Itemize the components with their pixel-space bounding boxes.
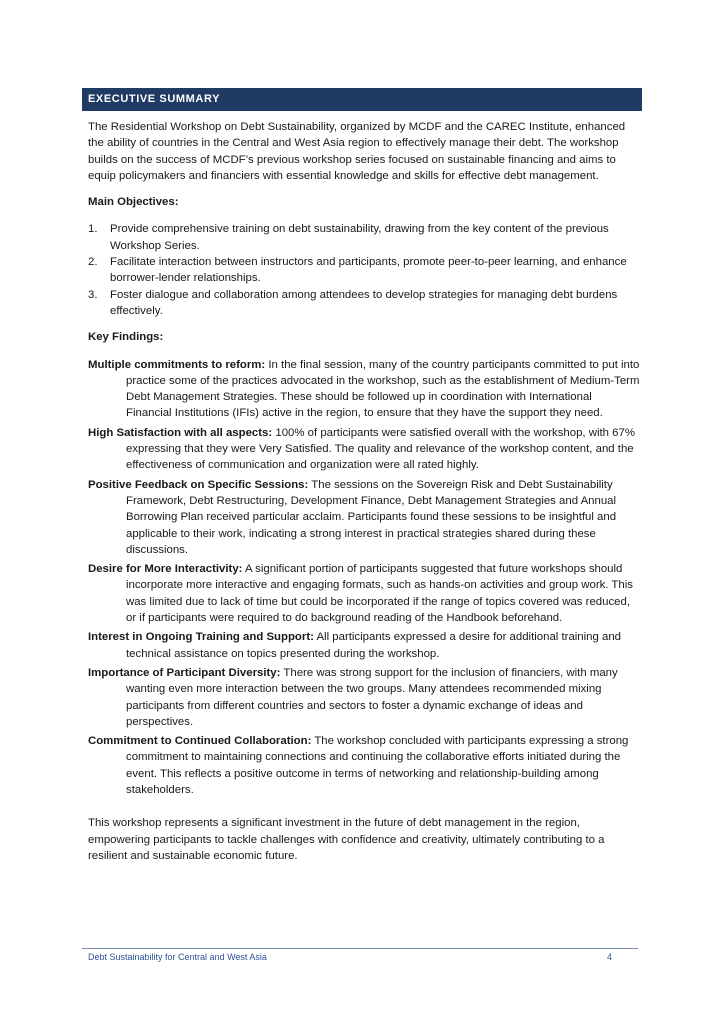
finding-item: [88, 561, 640, 626]
findings-list: [88, 357, 640, 799]
section-header: [82, 88, 642, 111]
list-item-text: Facilitate interaction between instructors and participants, promote peer-to-peer learning, and enhance borrower-lender relationships.: [110, 256, 627, 285]
finding-title: Importance of Participant Diversity:: [88, 666, 281, 679]
intro-paragraph: The Residential Workshop on Debt Sustainability, organized by MCDF and the CAREC Institute, enhanced the ability of countries in the Central and West Asia region to effectively manage their debt. The workshop builds on the success of MCDF’s previous workshop series focused on sustainable financing and aims to equip policymakers and financiers with essential knowledge and skills for effective debt management.: [88, 121, 626, 182]
finding-title: High Satisfaction with all aspects:: [88, 426, 273, 439]
list-item-number: 2.: [88, 256, 98, 269]
objectives-heading: Main Objectives:: [88, 196, 179, 209]
finding-item: [88, 665, 640, 730]
finding-text: In the final session, many of the country participants committed to put into practice some of the practices advocated in the workshop, such as the establishment of Medium-Term Debt Management Strategies. These should be followed up in coordination with International Financial Institutions (IFIs) active in the region, to ensure that they have the support they need.: [126, 358, 640, 420]
finding-item: [88, 357, 640, 422]
finding-title: Multiple commitments to reform:: [88, 358, 266, 371]
footer-title: Debt Sustainability for Central and West Asia: [88, 952, 267, 962]
finding-text: A significant portion of participants suggested that future workshops should incorporate more interactive and engaging formats, such as hands-on activities and group work. This was limited due to lack of time but could be incorporated if the range of topics covered was reduced, or if participants were required to do background reading of the Handbook beforehand.: [126, 563, 633, 625]
finding-title: Desire for More Interactivity:: [88, 563, 243, 576]
finding-item: [88, 425, 640, 474]
finding-title: Commitment to Continued Collaboration:: [88, 735, 312, 748]
list-item-text: Foster dialogue and collaboration among attendees to develop strategies for managing debt burdens effectively.: [110, 288, 618, 317]
section-title: EXECUTIVE SUMMARY: [88, 93, 221, 105]
finding-text: All participants expressed a desire for additional training and technical assistance on topics presented during the workshop.: [126, 631, 622, 660]
finding-title: Positive Feedback on Specific Sessions:: [88, 478, 309, 491]
list-item: [88, 254, 640, 287]
finding-item: [88, 629, 640, 662]
footer-divider: [82, 948, 638, 949]
closing-paragraph: This workshop represents a significant investment in the future of debt management in the region, empowering participants to tackle challenges with confidence and creativity, ultimately contributing to a resilient and sustainable economic future.: [88, 817, 605, 862]
finding-title: Interest in Ongoing Training and Support:: [88, 631, 314, 644]
findings-heading: Key Findings:: [88, 331, 164, 344]
finding-text: There was strong support for the inclusion of financiers, with many wanting even more interaction between the two groups. Many attendees recommended mixing participants from different countries and sectors to foster a dynamic exchange of ideas and perspectives.: [126, 666, 618, 728]
list-item: [88, 287, 640, 320]
list-item: [88, 221, 640, 254]
page-content: [88, 119, 640, 864]
objectives-list: [88, 221, 640, 319]
finding-item: [88, 477, 640, 558]
finding-item: [88, 733, 640, 798]
list-item-number: 1.: [88, 223, 98, 236]
finding-text: The sessions on the Sovereign Risk and Debt Sustainability Framework, Debt Restructuring, Development Finance, Debt Management Strategies and Annual Borrowing Plan received particular acclaim. Participants found these sessions to be insightful and applicable to their work, indicating a strong interest in practical strategies shared during these discussions.: [126, 478, 617, 556]
finding-text: 100% of participants were satisfied overall with the workshop, with 67% expressing that they were Very Satisfied. The quality and relevance of the workshop content, and the effectiveness of communication and organization were all rated highly.: [126, 426, 635, 472]
page-number: 4: [607, 952, 613, 962]
list-item-text: Provide comprehensive training on debt sustainability, drawing from the key content of the previous Workshop Series.: [110, 223, 609, 252]
list-item-number: 3.: [88, 288, 98, 301]
finding-text: The workshop concluded with participants expressing a strong commitment to maintaining connections and continuing the collaborative efforts initiated during the event. This reflects a positive outcome in terms of networking and relationship-building among stakeholders.: [126, 735, 629, 796]
